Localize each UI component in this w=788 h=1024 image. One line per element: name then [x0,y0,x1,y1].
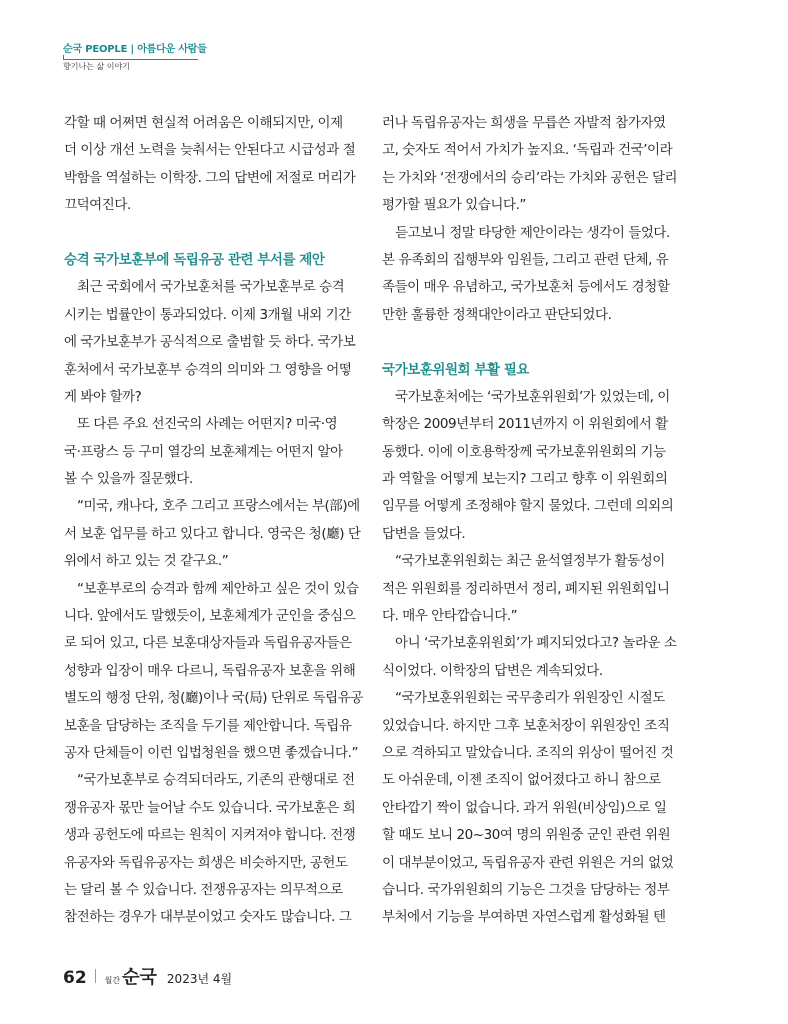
text-line: 부처에서 기능을 부여하면 자연스럽게 활성화될 텐 [382,909,666,926]
text-line: “보훈부로의 승격과 함께 제안하고 싶은 것이 있습 [77,580,359,597]
magazine-prefix: 월간 [104,976,121,985]
paragraph-spacer [64,220,370,247]
magazine-name: 순국 [122,967,157,988]
text-line: 쟁유공자 몫만 늘어날 수도 있습니다. 국가보훈은 희 [64,799,356,816]
text-line: 생과 공헌도에 따르는 원칙이 지켜져야 합니다. 전쟁 [64,827,356,844]
text-line: 학장은 2009년부터 2011년까지 이 위원회에서 활 [382,416,668,433]
text-line: 할 때도 보니 20~30여 명의 위원중 군인 관련 위원 [382,827,671,844]
section-heading: 승격 국가보훈부에 독립유공 관련 부서를 제안 [64,251,325,268]
text-line: 에 국가보훈부가 공식적으로 출범할 듯 하다. 국가보 [64,334,356,351]
text-line: 공자 단체들이 이런 입법청원을 했으면 좋겠습니다.” [64,744,359,761]
text-line: 또 다른 주요 선진국의 사례는 어떤지? 미국·영 [77,416,338,433]
text-line: 시키는 법률안이 통과되었다. 이제 3개월 내외 기간 [64,306,351,323]
text-line: 국·프랑스 등 구미 열강의 보훈체계는 어떤지 알아 [64,443,343,460]
text-line: 있었습니다. 하지만 그후 보훈처장이 위원장인 조직 [382,717,670,734]
text-line: 참전하는 경우가 대부분이었고 숫자도 많습니다. 그 [64,909,352,926]
text-line: 족들이 매우 유념하고, 국가보훈처 등에서도 경청할 [382,279,670,296]
text-line: 끄덕여진다. [64,197,131,214]
text-line: 듣고보니 정말 타당한 제안이라는 생각이 들었다. [395,224,670,241]
section-title: 순국 PEOPLE | 아름다운 사람들 [63,44,207,55]
text-line: 위에서 하고 있는 것 같구요.” [64,553,229,570]
text-line: 동했다. 이에 이호용학장께 국가보훈위원회의 기능 [382,443,666,460]
text-line: 고, 숫자도 적어서 가치가 높지요. ‘독립과 건국’이라 [382,142,673,159]
text-line: 서 보훈 업무를 하고 있다고 합니다. 영국은 청(廳) 단 [64,525,361,542]
header-divider [63,59,198,60]
text-line: 답변을 들었다. [382,525,466,542]
left-column [64,110,370,932]
text-line: 보훈을 담당하는 조직을 두기를 제안합니다. 독립유 [64,717,352,734]
text-line: 임무를 어떻게 조정해야 할지 물었다. 그런데 의외의 [382,498,674,515]
text-line: 각할 때 어쩌면 현실적 어려움은 이해되지만, 이제 [64,115,343,131]
page-header [63,44,363,72]
text-line: 니다. 앞에서도 말했듯이, 보훈체계가 군인을 중심으 [64,608,356,625]
text-line: 본 유족회의 집행부와 임원들, 그리고 관련 단체, 유 [382,251,669,268]
text-line: 으로 격하되고 말았습니다. 조직의 위상이 떨어진 것 [382,744,674,761]
text-line: 성향과 입장이 매우 다르니, 독립유공자 보훈을 위해 [64,662,356,679]
text-line: 는 가치와 ‘전쟁에서의 승리’라는 가치와 공헌은 달리 [382,169,678,186]
text-line: 아니 ‘국가보훈위원회’가 폐지되었다고? 놀라운 소 [395,635,677,652]
text-line: 훈처에서 국가보훈부 승격의 의미와 그 영향을 어떻 [64,361,352,378]
text-line: 도 아쉬운데, 이젠 조직이 없어졌다고 하니 참으로 [382,772,661,789]
text-line: 적은 위원회를 정리하면서 정리, 폐지된 위원회입니 [382,580,670,597]
text-line: 습니다. 국가위원회의 기능은 그것을 담당하는 정부 [382,881,670,898]
text-line: 별도의 행정 단위, 청(廳)이나 국(局) 단위로 독립유공 [64,690,363,707]
footer-divider [95,969,96,983]
page-footer [63,963,232,989]
text-line: 최근 국회에서 국가보훈처를 국가보훈부로 승격 [77,279,345,296]
text-line: 유공자와 독립유공자는 희생은 비슷하지만, 공헌도 [64,854,348,871]
text-line: 식이었다. 이학장의 답변은 계속되었다. [382,662,603,679]
text-line: 더 이상 개선 노력을 늦춰서는 안된다고 시급성과 절 [64,142,356,159]
text-line: 볼 수 있을까 질문했다. [64,471,193,488]
text-line: “미국, 캐나다, 호주 그리고 프랑스에서는 부(部)에 [77,498,360,515]
text-line: 게 봐야 할까? [64,388,142,405]
paragraph-spacer [382,329,688,356]
text-line: 평가할 필요가 있습니다.” [382,197,526,214]
text-line: 이 대부분이었고, 독립유공자 관련 위원은 거의 없었 [382,854,674,871]
text-line: “국가보훈위원회는 최근 윤석열정부가 활동성이 [395,553,665,570]
text-line: 과 역할을 어떻게 보는지? 그리고 향후 이 위원회의 [382,471,668,488]
text-line: 러나 독립유공자는 희생을 무릅쓴 자발적 참가자였 [382,115,666,131]
section-heading: 국가보훈위원회 부활 필요 [382,361,530,378]
text-line: 다. 매우 안타깝습니다.” [382,608,518,625]
text-line: 국가보훈처에는 ‘국가보훈위원회’가 있었는데, 이 [395,388,670,405]
page-number: 62 [63,968,87,988]
issue-date: 2023년 4월 [166,972,233,986]
text-line: 박함을 역설하는 이학장. 그의 답변에 저절로 머리가 [64,169,356,186]
right-column [382,110,688,932]
text-line: 만한 훌륭한 정책대안이라고 판단되었다. [382,306,612,323]
text-line: “국가보훈위원회는 국무총리가 위원장인 시절도 [395,690,665,707]
text-line: 는 달리 볼 수 있습니다. 전쟁유공자는 의무적으로 [64,881,343,898]
text-line: 안타깝기 짝이 없습니다. 과거 위원(비상임)으로 일 [382,799,667,816]
text-line: “국가보훈부로 승격되더라도, 기존의 관행대로 전 [77,772,355,789]
text-line: 로 되어 있고, 다른 보훈대상자들과 독립유공자들은 [64,635,352,652]
section-subtitle: 향기나는 삶 이야기 [63,62,130,71]
